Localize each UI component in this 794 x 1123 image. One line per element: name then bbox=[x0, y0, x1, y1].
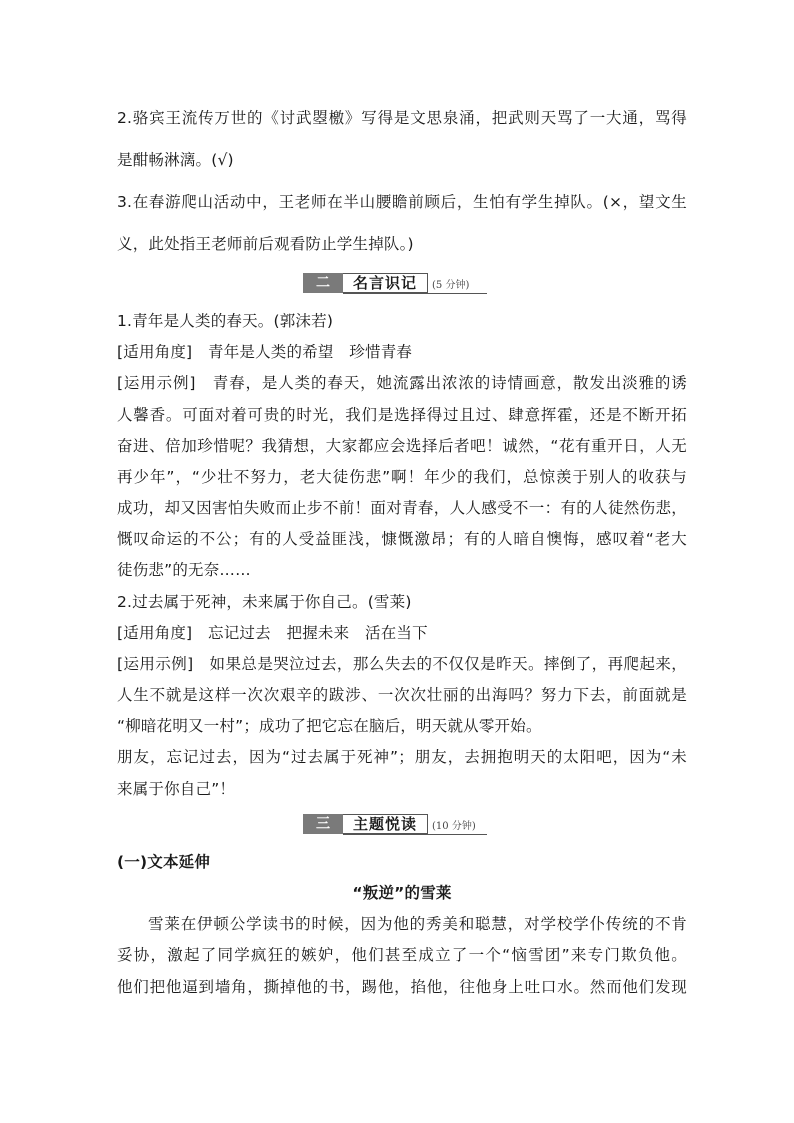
text-line: [运用示例] 如果总是哭泣过去，那么失去的不仅仅是昨天。摔倒了，再爬起来， bbox=[117, 655, 687, 673]
text-line: 朋友，忘记过去，因为“过去属于死神”；朋友，去拥抱明天的太阳吧，因为“未 bbox=[117, 748, 687, 766]
banner-rule bbox=[343, 293, 487, 294]
section-number: 二 bbox=[303, 273, 343, 293]
text-line: 他们把他逼到墙角，撕掉他的书，踢他，掐他，往他身上吐口水。然而他们发现 bbox=[117, 978, 687, 996]
section-time: (5 分钟) bbox=[432, 279, 470, 291]
text-line: 义，此处指王老师前后观看防止学生掉队。) bbox=[117, 235, 414, 253]
text-line: 成功，却又因害怕失败而止步不前！面对青春，人人感受不一：有的人徒然伤悲， bbox=[117, 499, 687, 517]
text-line: 人生不就是这样一次次艰辛的跋涉、一次次壮丽的出海吗？努力下去，前面就是 bbox=[117, 686, 687, 704]
text-line: [适用角度] 忘记过去 把握未来 活在当下 bbox=[117, 624, 428, 642]
quote-heading: 2.过去属于死神，未来属于你自己。(雪莱) bbox=[117, 593, 412, 611]
text-line: 人馨香。可面对着可贵的时光，我们是选择得过且过、肆意挥霍，还是不断开拓 bbox=[117, 406, 687, 424]
section-title: 名言识记 bbox=[343, 273, 428, 293]
section-banner-3 bbox=[303, 813, 487, 835]
text-line: “柳暗花明又一村”；成功了把它忘在脑后，明天就从零开始。 bbox=[117, 717, 542, 735]
section-time: (10 分钟) bbox=[432, 820, 476, 832]
text-line: 2.骆宾王流传万世的《讨武曌檄》写得是文思泉涌，把武则天骂了一大通，骂得 bbox=[117, 109, 687, 127]
section-number: 三 bbox=[303, 814, 343, 834]
section-banner-2 bbox=[303, 272, 487, 294]
subsection-heading: (一)文本延伸 bbox=[117, 853, 211, 871]
section-title: 主题悦读 bbox=[343, 814, 428, 834]
text-line: [适用角度] 青年是人类的希望 珍惜青春 bbox=[117, 343, 413, 361]
text-line: 雪莱在伊顿公学读书的时候，因为他的秀美和聪慧，对学校学仆传统的不肯 bbox=[148, 915, 687, 933]
banner-rule bbox=[343, 834, 487, 835]
text-line: 来属于你自己”！ bbox=[117, 780, 236, 798]
text-line: 奋进、倍加珍惜呢？我猜想，大家都应会选择后者吧！诚然，“花有重开日，人无 bbox=[117, 437, 687, 455]
text-line: 再少年”，“少壮不努力，老大徒伤悲”啊！年少的我们，总惊羡于别人的收获与 bbox=[117, 468, 687, 486]
article-title: “叛逆”的雪莱 bbox=[352, 884, 452, 902]
text-line: 妥协，激起了同学疯狂的嫉妒，他们甚至成立了一个“恼雪团”来专门欺负他。 bbox=[117, 946, 687, 964]
text-line: 是酣畅淋漓。(√) bbox=[117, 151, 234, 169]
text-line: 慨叹命运的不公；有的人受益匪浅，慷慨激昂；有的人暗自懊悔，感叹着“老大 bbox=[117, 530, 687, 548]
text-line: 3.在春游爬山活动中，王老师在半山腰瞻前顾后，生怕有学生掉队。(×，望文生 bbox=[117, 193, 687, 211]
text-line: [运用示例] 青春，是人类的春天，她流露出浓浓的诗情画意，散发出淡雅的诱 bbox=[117, 374, 687, 392]
text-line: 徒伤悲”的无奈…… bbox=[117, 561, 251, 579]
quote-heading: 1.青年是人类的春天。(郭沫若) bbox=[117, 312, 334, 330]
